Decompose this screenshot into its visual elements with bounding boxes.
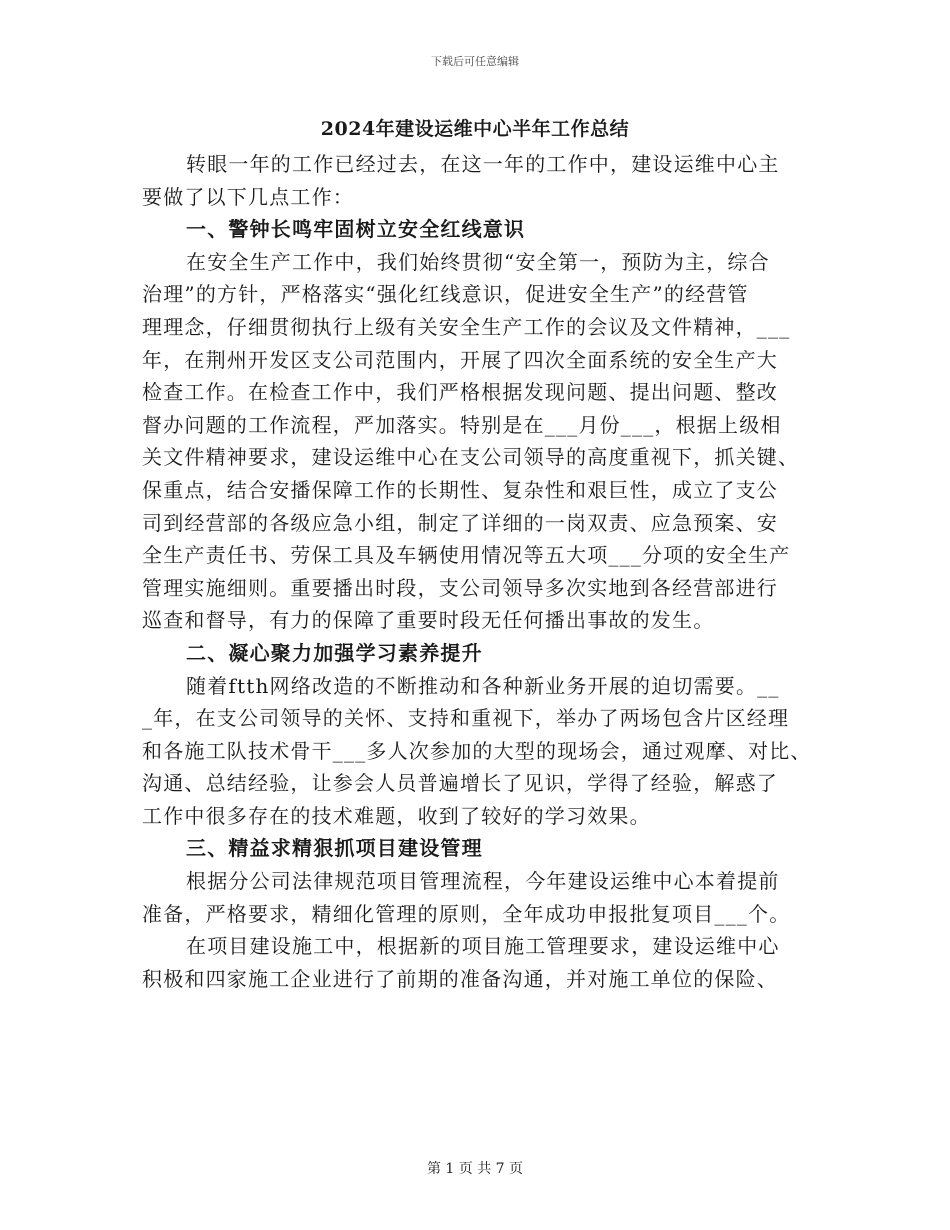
section-heading: 二、凝心聚力加强学习素养提升	[186, 640, 483, 665]
paragraph-line: 根据分公司法律规范项目管理流程，今年建设运维中心本着提前	[186, 869, 780, 894]
paragraph-line: 管理实施细则。重要播出时段，支公司领导多次实地到各经营部进行	[142, 575, 778, 600]
page-number: 第 1 页 共 7 页	[426, 1161, 524, 1177]
paragraph-line: 沟通、总结经验，让参会人员普遍增长了见识，学得了经验，解惑了	[142, 771, 778, 796]
document-body	[142, 148, 822, 995]
paragraph-line: 全生产责任书、劳保工具及车辆使用情况等五大项___分项的安全生产	[142, 543, 791, 568]
document-title: 2024年建设运维中心半年工作总结	[320, 118, 630, 140]
paragraph-line: 在安全生产工作中，我们始终贯彻“安全第一，预防为主，综合	[186, 249, 770, 274]
paragraph-line: 工作中很多存在的技术难题，收到了较好的学习效果。	[142, 803, 651, 828]
paragraph-line: 在项目建设施工中，根据新的项目施工管理要求，建设运维中心	[186, 934, 780, 959]
paragraph-line: 要做了以下几点工作：	[142, 184, 354, 209]
paragraph-line: 督办问题的工作流程，严加落实。特别是在___月份___，根据上级相	[142, 412, 782, 437]
paragraph-line: 和各施工队技术骨干___多人次参加的大型的现场会，通过观摩、对比、	[142, 738, 812, 763]
paragraph-line: 保重点，结合安播保障工作的长期性、复杂性和艰巨性，成立了支公	[142, 477, 778, 502]
paragraph-line: 随着ftth网络改造的不断推动和各种新业务开展的迫切需要。__	[186, 673, 780, 698]
paragraph-line: 巡查和督导，有力的保障了重要时段无任何播出事故的发生。	[142, 608, 715, 633]
paragraph-line: 关文件精神要求，建设运维中心在支公司领导的高度重视下，抓关键、	[142, 445, 800, 470]
section-heading: 三、精益求精狠抓项目建设管理	[186, 836, 483, 861]
paragraph-line: 年，在荆州开发区支公司范围内，开展了四次全面系统的安全生产大	[142, 347, 778, 372]
paragraph-line: _年，在支公司领导的关怀、支持和重视下，举办了两场包含片区经理	[142, 706, 790, 731]
section-heading: 一、警钟长鸣牢固树立安全红线意识	[186, 217, 526, 242]
paragraph-line: 积极和四家施工企业进行了前期的准备沟通，并对施工单位的保险、	[142, 966, 778, 991]
paragraph-line: 理理念，仔细贯彻执行上级有关安全生产工作的会议及文件精神，___	[142, 314, 791, 339]
paragraph-line: 治理”的方针，严格落实“强化红线意识，促进安全生产”的经营管	[142, 282, 749, 307]
paragraph-line: 司到经营部的各级应急小组，制定了详细的一岗双责、应急预案、安	[142, 510, 778, 535]
page-header-note: 下载后可任意编辑	[431, 55, 519, 68]
paragraph-line: 检查工作。在检查工作中，我们严格根据发现问题、提出问题、整改	[142, 380, 778, 405]
paragraph-line: 准备，严格要求，精细化管理的原则，全年成功申报批复项目___个。	[142, 901, 791, 926]
paragraph-line: 转眼一年的工作已经过去，在这一年的工作中，建设运维中心主	[186, 152, 780, 176]
